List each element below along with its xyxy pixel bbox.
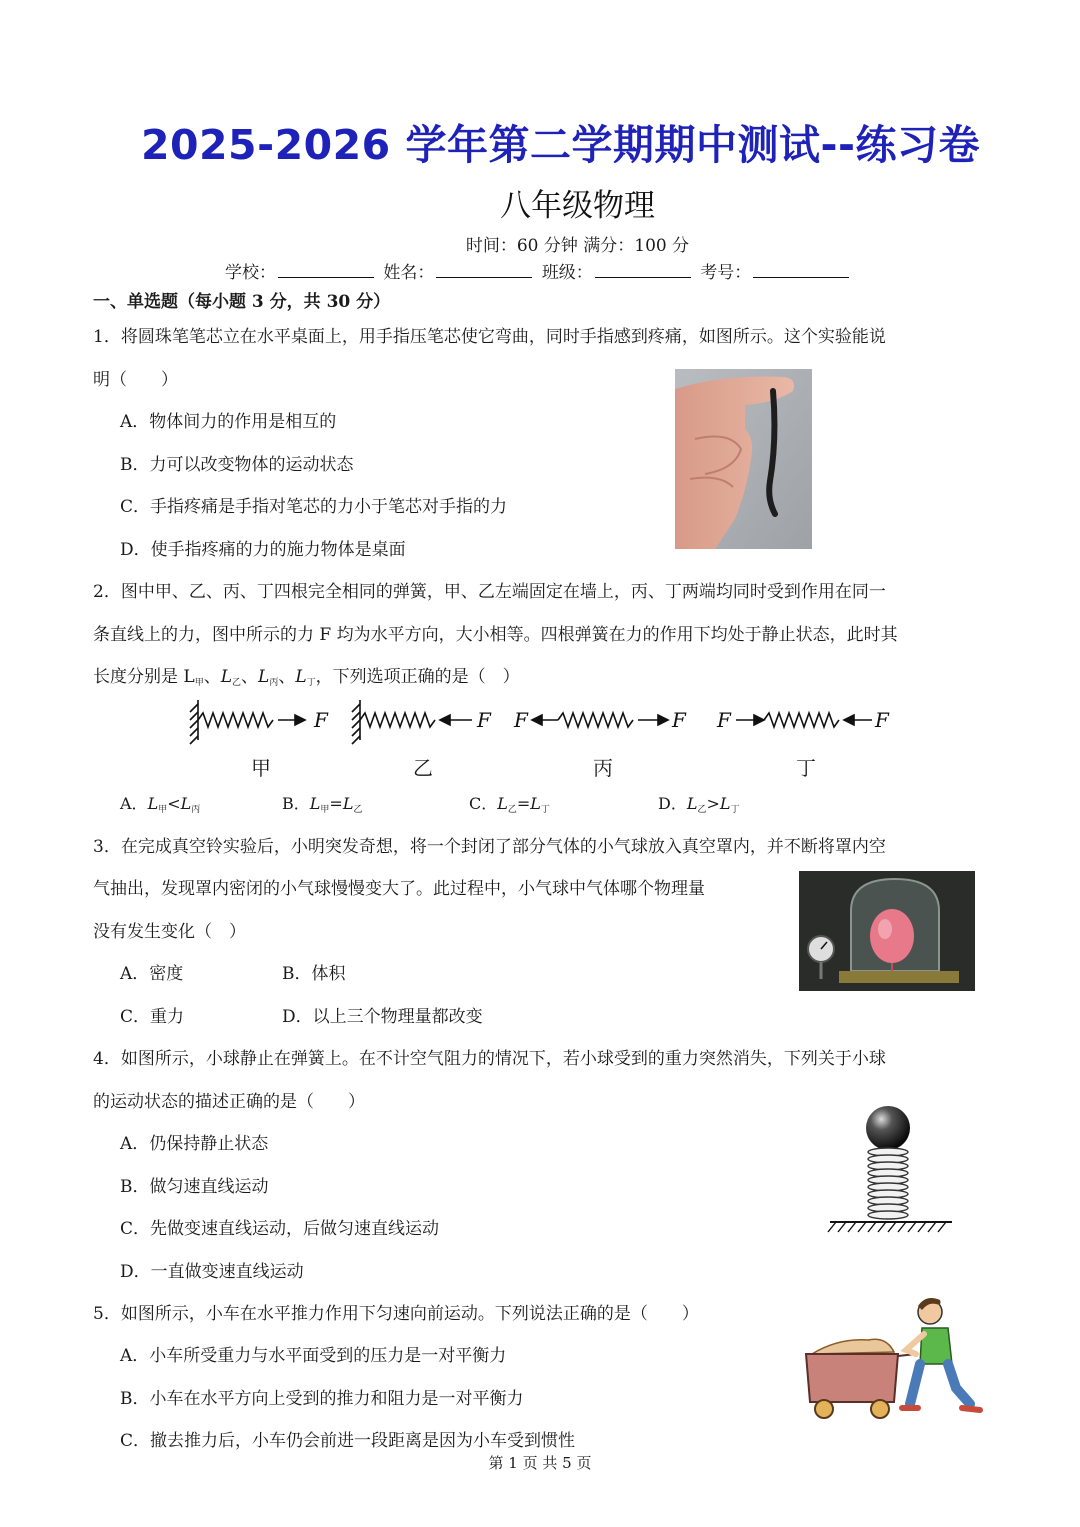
spring-label-ding: 丁 — [796, 756, 816, 780]
student-info-line — [225, 258, 853, 283]
exam-subject: 八年级物理 — [500, 188, 655, 224]
q3-stem-line3: 没有发生变化（ ） — [93, 922, 246, 942]
class-blank — [595, 263, 691, 278]
q4-option-c: C．先做变速直线运动，后做匀速直线运动 — [120, 1219, 440, 1239]
q5-option-b: B．小车在水平方向上受到的推力和阻力是一对平衡力 — [120, 1389, 524, 1409]
q2-L2: L — [220, 667, 233, 687]
q2-sep: 、 — [278, 667, 296, 687]
name-blank — [436, 263, 532, 278]
q2-sub-ding: 丁 — [306, 678, 316, 688]
q3-option-a: A．密度 — [120, 964, 184, 984]
name-label: 姓名： — [383, 263, 435, 283]
q2-option-b: B．$L_甲=L_乙$ — [282, 794, 363, 815]
force-label: F — [672, 708, 686, 732]
q3-option-c: C．重力 — [120, 1007, 185, 1027]
spring-label-yi: 乙 — [413, 756, 433, 780]
q2-sep: 、 — [203, 667, 221, 687]
exam-number-label: 考号： — [700, 263, 752, 283]
section-heading: 一、单选题（每小题 3 分，共 30 分） — [93, 292, 391, 312]
spring-label-jia: 甲 — [251, 756, 271, 780]
q3-option-b: B．体积 — [282, 964, 346, 984]
q2-L3: L — [258, 667, 270, 687]
exam-time-score: 时间：60 分钟 满分：100 分 — [465, 236, 690, 256]
q3-option-d: D．以上三个物理量都改变 — [282, 1007, 483, 1027]
force-label: F — [314, 708, 328, 732]
q2-L4: L — [295, 667, 307, 687]
q2-sep: 、 — [241, 667, 259, 687]
q2-sub-jia: 甲 — [194, 678, 204, 688]
force-label: F — [477, 708, 491, 732]
boy-pushing-cart-figure — [798, 1292, 990, 1424]
q2-sub-yi: 乙 — [232, 678, 242, 688]
q2-option-a: A．$L_甲<L_丙$ — [120, 794, 201, 815]
q1-stem-line1: 1．将圆珠笔笔芯立在水平桌面上，用手指压笔芯使它弯曲，同时手指感到疼痛，如图所示。这个实验能说 — [93, 327, 886, 347]
q5-option-a: A．小车所受重力与水平面受到的压力是一对平衡力 — [120, 1346, 507, 1366]
q1-option-c: C．手指疼痛是手指对笔芯的力小于笔芯对手指的力 — [120, 497, 508, 517]
q2-stem3-post: ，下列选项正确的是（ ） — [315, 667, 520, 687]
q3-stem-line1: 3．在完成真空铃实验后，小明突发奇想，将一个封闭了部分气体的小气球放入真空罩内，并不断将罩内空 — [93, 837, 886, 857]
q4-stem-line2: 的运动状态的描述正确的是（ ） — [93, 1092, 365, 1112]
q2-stem-line1: 2．图中甲、乙、丙、丁四根完全相同的弹簧，甲、乙左端固定在墙上，丙、丁两端均同时受到作用在同一 — [93, 582, 886, 602]
q5-option-c: C．撤去推力后，小车仍会前进一段距离是因为小车受到惯性 — [120, 1431, 576, 1451]
q1-option-d: D．使手指疼痛的力的施力物体是桌面 — [120, 540, 406, 560]
q2-stem3-pre: 长度分别是 L — [93, 667, 195, 687]
q4-option-a: A．仍保持静止状态 — [120, 1134, 269, 1154]
class-label: 班级： — [541, 263, 593, 283]
ball-on-spring-figure — [826, 1104, 956, 1236]
spring-diagram — [180, 696, 900, 746]
q4-stem-line1: 4．如图所示，小球静止在弹簧上。在不计空气阻力的情况下，若小球受到的重力突然消失，下列关于小球 — [93, 1049, 886, 1069]
vacuum-bell-jar-photo — [799, 871, 975, 991]
page-footer: 第 1 页 共 5 页 — [488, 1454, 592, 1472]
force-label: F — [875, 708, 889, 732]
q4-option-b: B．做匀速直线运动 — [120, 1177, 269, 1197]
q1-option-a: A．物体间力的作用是相互的 — [120, 412, 337, 432]
q2-option-c: C．$L_乙=L_丁$ — [469, 794, 550, 815]
school-label: 学校： — [225, 263, 276, 283]
finger-pen-photo — [675, 369, 812, 549]
exam-title: 2025-2026 学年第二学期期中测试--练习卷 — [140, 121, 980, 169]
q2-stem-line3 — [93, 662, 520, 688]
q4-option-d: D．一直做变速直线运动 — [120, 1262, 304, 1282]
force-label: F — [717, 708, 731, 732]
q1-stem-line2: 明（ ） — [93, 370, 178, 390]
q2-sub-bing: 丙 — [269, 678, 279, 688]
q2-stem-line2: 条直线上的力，图中所示的力 F 均为水平方向，大小相等。四根弹簧在力的作用下均处于静止状态，此时其 — [93, 625, 898, 645]
q3-stem-line2: 气抽出，发现罩内密闭的小气球慢慢变大了。此过程中，小气球中气体哪个物理量 — [93, 879, 705, 899]
force-label: F — [514, 708, 528, 732]
spring-label-bing: 丙 — [593, 756, 613, 780]
exam-number-blank — [753, 263, 849, 278]
q2-option-d: D．$L_乙>L_丁$ — [658, 794, 740, 815]
school-blank — [278, 263, 374, 278]
q1-option-b: B．力可以改变物体的运动状态 — [120, 455, 354, 475]
q5-stem-line1: 5．如图所示，小车在水平推力作用下匀速向前运动。下列说法正确的是（ ） — [93, 1304, 699, 1324]
